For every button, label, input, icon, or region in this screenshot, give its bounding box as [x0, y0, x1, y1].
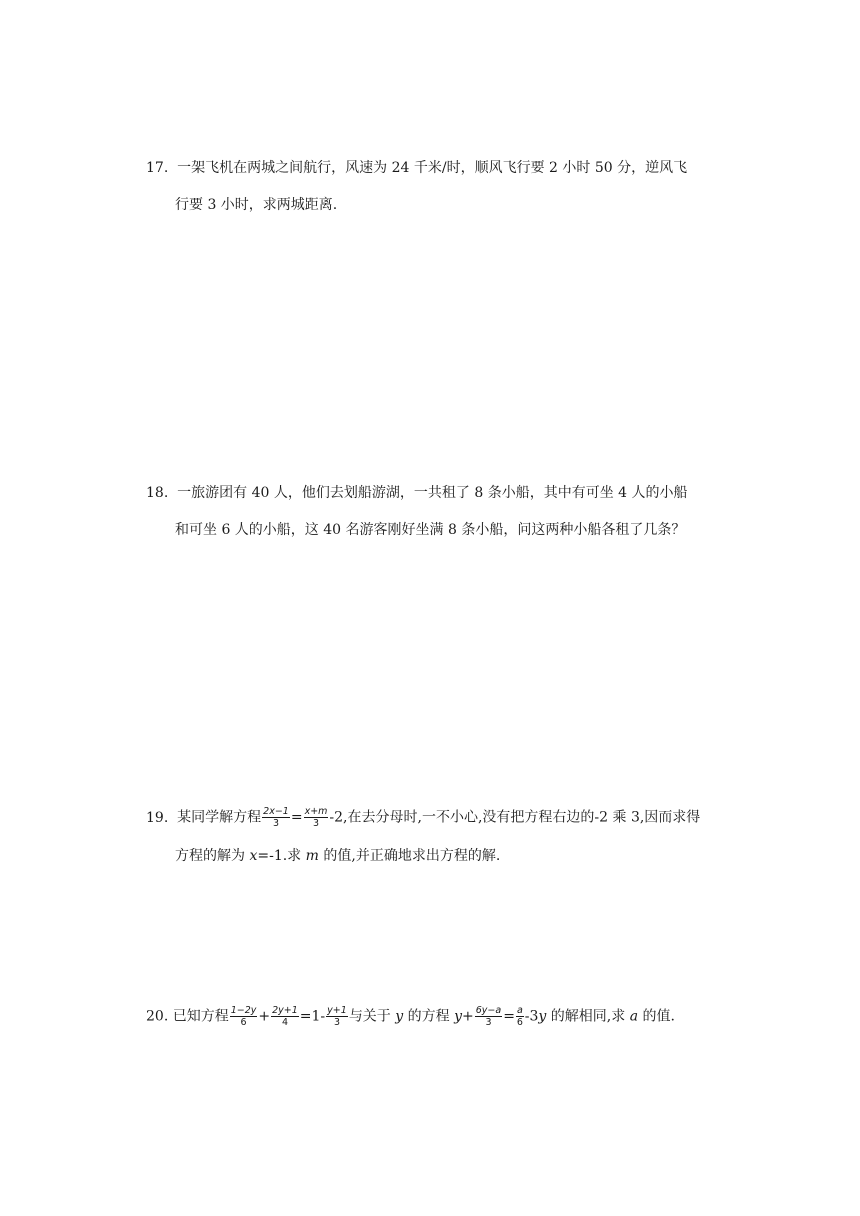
fraction-numerator: 2x−1 [263, 806, 289, 817]
fraction [516, 1005, 524, 1028]
fraction [230, 1005, 258, 1028]
fraction-numerator: x+m [304, 806, 328, 817]
fraction-denominator: 6 [516, 1017, 523, 1028]
fraction-numerator: 2y+1 [272, 1005, 298, 1016]
question-17-line-2: 行要 3 小时，求两城距离. [175, 197, 338, 213]
variable-y: y [454, 1008, 463, 1025]
question-18-line-2: 和可坐 6 人的小船，这 40 名游客刚好坐满 8 条小船，问这两种小船各租了几条？ [175, 522, 686, 538]
text: 方程的解为 [175, 848, 250, 864]
question-18-line-1 [146, 482, 688, 504]
variable-y: y [395, 1008, 404, 1025]
question-19-line-1 [146, 806, 700, 829]
question-17-line-1 [146, 157, 687, 179]
question-19-number: 19. [146, 809, 169, 826]
text: =-1.求 [257, 848, 306, 864]
variable-m: m [305, 848, 319, 864]
question-18-number: 18. [146, 485, 169, 501]
variable-x: x [249, 848, 258, 864]
fraction-denominator: 3 [333, 1017, 341, 1028]
fraction-numerator: 6y−a [475, 1005, 502, 1016]
text: 的值,并正确地求出方程的解. [318, 848, 501, 864]
equals-sign: = [290, 809, 303, 826]
plus-sign: + [462, 1008, 474, 1025]
fraction [262, 806, 290, 829]
variable-y: y [538, 1008, 547, 1025]
text: 的解相同,求 [546, 1008, 630, 1025]
fraction-denominator: 3 [272, 818, 280, 829]
question-19-suffix: -2,在去分母时,一不小心,没有把方程右边的-2 乘 3,因而求得 [329, 809, 701, 826]
fraction-denominator: 3 [485, 1017, 492, 1028]
text: 的方程 [403, 1008, 455, 1025]
fraction-denominator: 3 [312, 818, 320, 829]
fraction-denominator: 4 [281, 1017, 288, 1028]
question-19-line-2 [175, 845, 500, 867]
equals-sign: = [503, 1008, 515, 1025]
plus-sign: + [258, 1008, 271, 1025]
text: =1- [299, 1008, 326, 1025]
fraction [304, 806, 329, 829]
fraction-numerator: y+1 [327, 1005, 347, 1016]
text: 的值. [638, 1008, 675, 1025]
question-20-prefix: 20. 已知方程 [146, 1008, 229, 1025]
fraction-numerator: 1−2y [230, 1005, 257, 1016]
text: -3 [524, 1008, 539, 1025]
question-17-text: 一架飞机在两城之间航行，风速为 24 千米/时，顺风飞行要 2 小时 50 分，逆风飞 [177, 160, 688, 176]
fraction [326, 1005, 348, 1028]
question-17-number: 17. [146, 160, 169, 176]
fraction-denominator: 6 [240, 1017, 247, 1028]
question-18-text: 一旅游团有 40 人，他们去划船游湖，一共租了 8 条小船，其中有可坐 4 人的小船 [177, 485, 688, 501]
fraction [271, 1005, 299, 1028]
question-19-prefix: 某同学解方程 [177, 809, 262, 826]
fraction [475, 1005, 502, 1028]
fraction-numerator: a [516, 1005, 523, 1016]
variable-a: a [629, 1008, 639, 1025]
text: 与关于 [348, 1008, 396, 1025]
question-20-line-1 [146, 1005, 675, 1028]
